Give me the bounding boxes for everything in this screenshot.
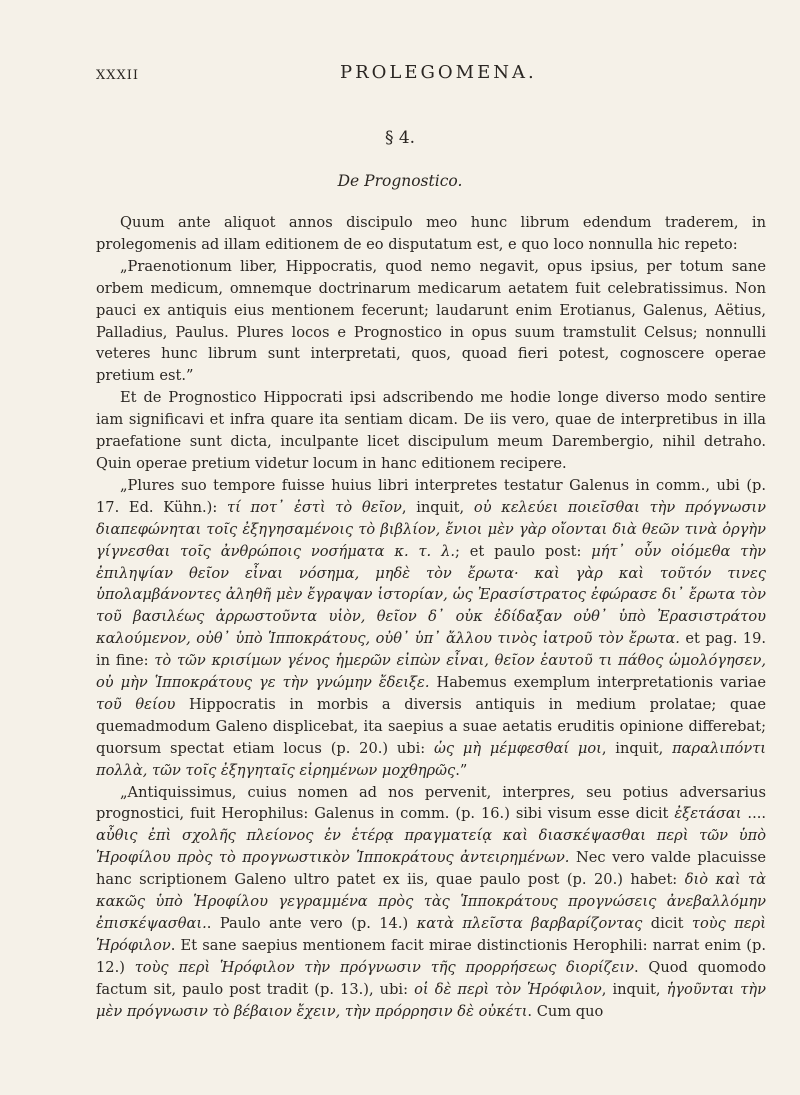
running-title: PROLEGOMENA. xyxy=(340,62,537,83)
latin-text: , inquit, xyxy=(401,498,474,516)
section-title: De Prognostico. xyxy=(337,172,463,190)
greek-quotation: ἡγοῦνται τὴν μὲν πρόγνωσιν τὸ βέβαιον ἔχειν, τὴν πρόρρησιν δὲ οὐκέτι xyxy=(96,980,766,1020)
section-number: § 4. xyxy=(384,128,416,148)
greek-quotation: διὸ καὶ τὰ κακῶς ὑπὸ Ἡροφίλου γεγραμμένα πρὸς τὰς Ἱπποκράτους προγνώσεις ἀνεβαλλόμην ἐπισκέψασθαι. xyxy=(96,871,766,932)
greek-quotation: παραλιπόντι πολλὰ, τῶν τοῖς ἐξηγηταῖς εἰρημένων μοχθηρῶς xyxy=(96,739,766,779)
latin-text: Quum ante aliquot annos discipulo meo hunc librum edendum traderem, in prolegomenis ad illam editionem de eo disputatum est, e quo loco nonnulla hic repeto: xyxy=(96,214,766,253)
greek-quotation: τοῦ θείου xyxy=(96,695,176,713)
latin-text: „Praenotionum liber, Hippocratis, quod nemo negavit, opus ipsius, per totum sane orbem medicum, omnemque doctrinarum medicarum aetatem fuit celebratissimus. Non pauci ex antiquis eius mentionem fecerunt; laudarunt enim Erotianus, Galenus, Aëtius, Palladius, Paulus. Plures locos e Prognostico in opus suum tramstulit Celsus; nonnulli veteres hunc librum sunt interpretati, quos, quoad fieri potest, cognoscere operae pretium est.” xyxy=(96,257,766,385)
latin-text: .” xyxy=(455,761,468,779)
latin-text: „Antiquissimus, cuius nomen ad nos pervenit, interpres, seu potius adversarius prognostici, fuit Herophilus: Galenus in comm. (p. 16.) sibi visum esse dicit xyxy=(96,783,766,823)
greek-quotation: ἐξετάσαι xyxy=(674,805,742,823)
latin-text: Hippocratis in morbis a diversis antiquis in medium prolatae; quae quemadmodum Galeno displicebat, ita saepius a suae aetatis eruditis opinione differebat; quorsum spectat etiam locus (p. 20.) ubi: xyxy=(96,695,766,757)
latin-text: et pag. 19. in fine: xyxy=(96,630,766,670)
page-header xyxy=(96,62,760,88)
paragraph xyxy=(96,782,766,1023)
greek-quotation: ὡς μὴ μέμφεσθαί μοι xyxy=(434,739,602,757)
greek-quotation: μήτ᾽ οὖν οἰόμεθα τὴν ἐπιληψίαν θεῖον εἶναι νόσημα, μηδὲ τὸν ἔρωτα· καὶ γὰρ καὶ τοῦτόν τινες ὑπολαμβάνοντες ἀληθῆ μὲν ἔγραψαν ἱστορίαν, ὡς Ἐρασίστρατος ἐφώρασε δι᾽ ἔρωτα τὸν τοῦ βασιλέως ἀρρωστοῦντα υἱὸν, θεῖον δ᾽ οὐκ ἐδίδαξαν οὐθ᾽ ὑπὸ Ἐρασιστράτου καλούμενον, οὐθ᾽ ὑπὸ Ἱπποκράτους, οὐθ᾽ ὑπ᾽ ἄλλου τινὸς ἰατροῦ τὸν ἔρωτα. xyxy=(96,542,766,648)
latin-text: Habemus exemplum interpretationis variae xyxy=(429,674,766,692)
page-number: XXXII xyxy=(96,68,140,83)
latin-text: , inquit, xyxy=(601,980,667,998)
paragraph xyxy=(96,475,766,782)
latin-text: , inquit, xyxy=(601,739,673,757)
latin-text: . Paulo ante vero (p. 14.) xyxy=(206,915,417,932)
latin-text: Et de Prognostico Hippocrati ipsi adscribendo me hodie longe diverso modo sentire iam significavi et infra quare ita sentiam dicam. De iis vero, quae de interpretibus in illa praefatione sunt dicta, inculpante licet discipulum meum Darembergio, nihil detraho. Quin operae pretium videtur locum in hanc editionem recipere. xyxy=(96,389,766,472)
paragraph xyxy=(96,256,766,387)
paragraph xyxy=(96,387,766,475)
latin-text: . Cum quo xyxy=(527,1002,604,1020)
latin-text: . Quod quomodo factum sit, paulo post tradit (p. 13.), ubi: xyxy=(96,958,766,998)
greek-quotation: τοὺς περὶ Ἡρόφιλον xyxy=(96,915,766,954)
paragraph xyxy=(96,212,766,256)
greek-quotation: οὐ κελεύει ποιεῖσθαι τὴν πρόγνωσιν διαπεφώνηται τοῖς ἐξηγησαμένοις τὸ βιβλίον, ἔνιοι μὲν γὰρ οἴονται διὰ θεῶν τινὰ ὀργὴν γίγνεσθαι τοῖς ἀνθρώποις νοσήματα κ. τ. λ. xyxy=(96,498,766,560)
latin-text: dicit xyxy=(642,915,692,932)
greek-quotation: οἱ δὲ περὶ τὸν Ἡρόφιλον xyxy=(414,980,602,998)
greek-quotation: αὖθις ἐπὶ σχολῆς πλείονος ἐν ἑτέρᾳ πραγματείᾳ καὶ διασκέψασθαι περὶ τῶν ὑπὸ Ἡροφίλου πρὸς τὸ προγνωστικὸν Ἱπποκράτους ἀντειρημένων. xyxy=(96,827,766,867)
latin-text: . Et sane saepius mentionem facit mirae distinctionis Herophili: narrat enim (p. 12.) xyxy=(96,936,766,976)
greek-quotation: τοὺς περὶ Ἡρόφιλον τὴν πρόγνωσιν τῆς προρρήσεως διορίζειν xyxy=(134,958,634,976)
latin-text: Nec vero valde placuisse hanc scriptionem Galeno ultro patet ex iis, quae paulo post (p. 20.) habet: xyxy=(96,849,766,889)
latin-text: .... xyxy=(741,805,766,823)
latin-text: „Plures suo tempore fuisse huius libri interpretes testatur Galenus in comm., ubi (p. 17. Ed. Kühn.): xyxy=(96,476,766,516)
greek-quotation: κατὰ πλεῖστα βαρβαρίζοντας xyxy=(416,915,643,932)
greek-quotation: τί ποτ᾽ ἐστὶ τὸ θεῖον xyxy=(227,498,402,516)
greek-quotation: τὸ τῶν κρισίμων γένος ἡμερῶν εἰπὼν εἶναι, θεῖον ἑαυτοῦ τι πάθος ὡμολόγησεν, οὐ μὴν Ἱπποκράτους γε τὴν γνώμην ἔδειξε. xyxy=(96,652,766,692)
latin-text: ; et paulo post: xyxy=(454,542,592,560)
body-text xyxy=(96,212,766,1023)
